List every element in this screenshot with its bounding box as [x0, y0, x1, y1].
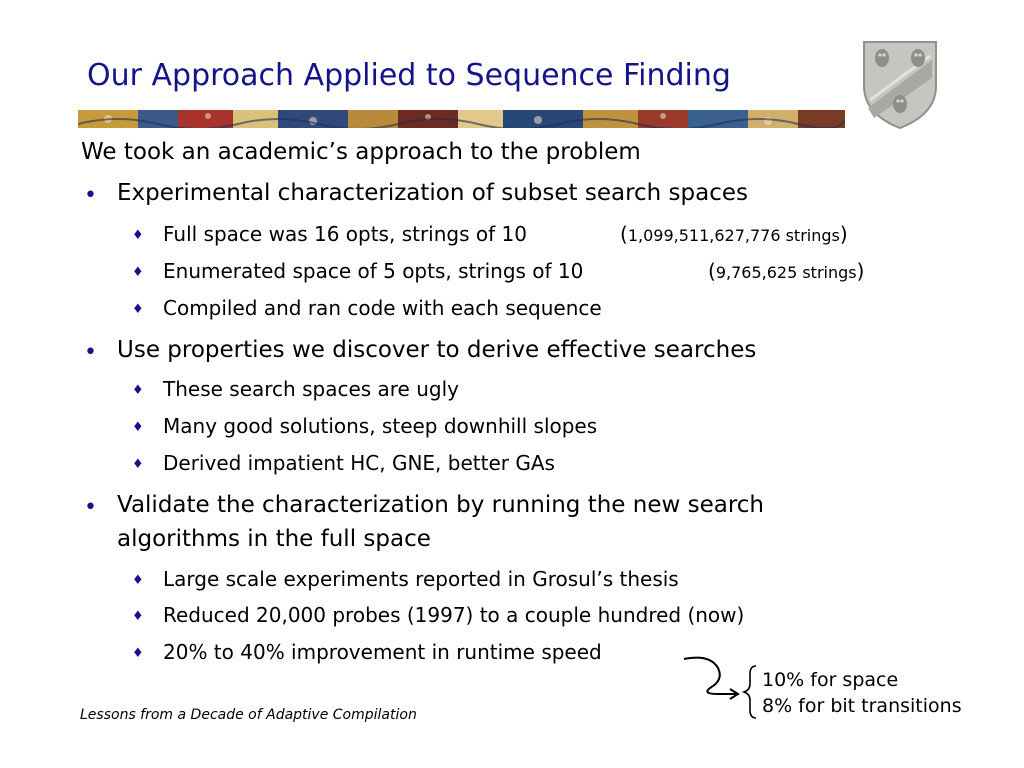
sub-item-compiled: Compiled and ran code with each sequence	[163, 296, 602, 320]
callout-line-2: 8% for bit transitions	[762, 695, 962, 717]
bullet-3-text-line-2: algorithms in the full space	[117, 526, 431, 552]
sub-bullet-diamond: ♦	[132, 383, 144, 398]
bullet-dot: •	[84, 183, 97, 208]
bullet-dot: •	[84, 495, 97, 520]
sub-bullet-diamond: ♦	[132, 646, 144, 661]
sub-item-full-space: Full space was 16 opts, strings of 10	[163, 222, 527, 246]
callout-arrow-icon	[680, 650, 760, 720]
sub-item-good-solutions: Many good solutions, steep downhill slopes	[163, 414, 598, 438]
intro-line: We took an academic’s approach to the problem	[81, 139, 641, 165]
slide-footer: Lessons from a Decade of Adaptive Compilation	[80, 707, 417, 723]
enumerated-space-count: (9,765,625 strings)	[708, 259, 865, 283]
enumerated-space-count-value: 9,765,625 strings	[715, 263, 857, 282]
bullet-dot: •	[84, 340, 97, 365]
sub-item-reduced-probes: Reduced 20,000 probes (1997) to a couple hundred (now)	[163, 603, 745, 627]
bullet-2-text: Use properties we discover to derive effective searches	[117, 337, 757, 363]
sub-bullet-diamond: ♦	[132, 302, 144, 317]
sub-bullet-diamond: ♦	[132, 609, 144, 624]
sub-bullet-diamond: ♦	[132, 265, 144, 280]
sub-item-ugly-spaces: These search spaces are ugly	[163, 377, 459, 401]
full-space-count: (1,099,511,627,776 strings)	[620, 222, 848, 246]
callout-line-1: 10% for space	[762, 669, 899, 691]
sub-bullet-diamond: ♦	[132, 228, 144, 243]
sub-bullet-diamond: ♦	[132, 420, 144, 435]
decorative-banner	[78, 110, 845, 128]
sub-item-derived-searches: Derived impatient HC, GNE, better GAs	[163, 451, 555, 475]
sub-bullet-diamond: ♦	[132, 457, 144, 472]
university-crest-icon	[860, 38, 940, 130]
slide-title: Our Approach Applied to Sequence Finding	[87, 58, 731, 93]
sub-item-large-scale: Large scale experiments reported in Grosul’s thesis	[163, 567, 679, 591]
bullet-3-text-line-1: Validate the characterization by running the new search	[117, 492, 765, 518]
sub-item-improvement: 20% to 40% improvement in runtime speed	[163, 640, 602, 664]
sub-bullet-diamond: ♦	[132, 573, 144, 588]
bullet-1-text: Experimental characterization of subset search spaces	[117, 180, 749, 206]
full-space-count-value: 1,099,511,627,776 strings	[627, 226, 840, 245]
sub-item-enumerated-space: Enumerated space of 5 opts, strings of 10	[163, 259, 584, 283]
